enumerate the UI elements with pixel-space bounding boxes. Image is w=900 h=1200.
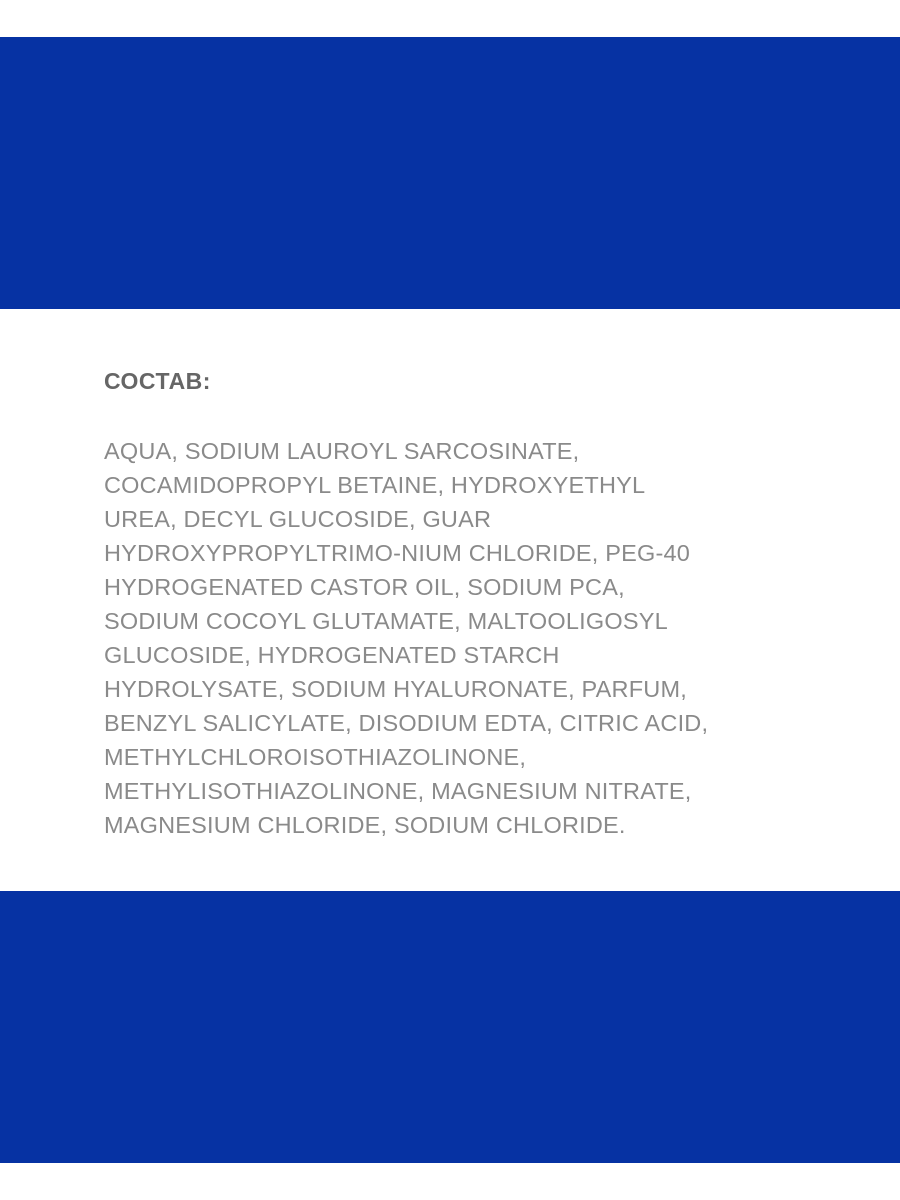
ingredients-line: METHYLCHLOROISOTHIAZOLINONE, <box>104 744 527 770</box>
ingredients-line: BENZYL SALICYLATE, DISODIUM EDTA, CITRIC ACID, <box>104 710 709 736</box>
ingredients-list <box>104 434 824 842</box>
ingredients-line: GLUCOSIDE, HYDROGENATED STARCH <box>104 642 560 668</box>
ingredients-line: HYDROXYPROPYLTRIMO-NIUM CHLORIDE, PEG-40 <box>104 540 691 566</box>
ingredients-line: SODIUM COCOYL GLUTAMATE, MALTOOLIGOSYL <box>104 608 668 634</box>
ingredients-line: AQUA, SODIUM LAUROYL SARCOSINATE, <box>104 438 580 464</box>
ingredients-line: UREA, DECYL GLUCOSIDE, GUAR <box>104 506 492 532</box>
bottom-blue-band <box>0 891 900 1163</box>
ingredients-line: COCAMIDOPROPYL BETAINE, HYDROXYETHYL <box>104 472 646 498</box>
ingredients-line: HYDROLYSATE, SODIUM HYALURONATE, PARFUM, <box>104 676 687 702</box>
ingredients-line: HYDROGENATED CASTOR OIL, SODIUM PCA, <box>104 574 625 600</box>
composition-section <box>104 366 824 842</box>
composition-heading: СОСТАВ: <box>104 368 211 394</box>
top-blue-band <box>0 37 900 309</box>
ingredients-line: MAGNESIUM CHLORIDE, SODIUM CHLORIDE. <box>104 812 626 838</box>
ingredients-line: METHYLISOTHIAZOLINONE, MAGNESIUM NITRATE, <box>104 778 692 804</box>
